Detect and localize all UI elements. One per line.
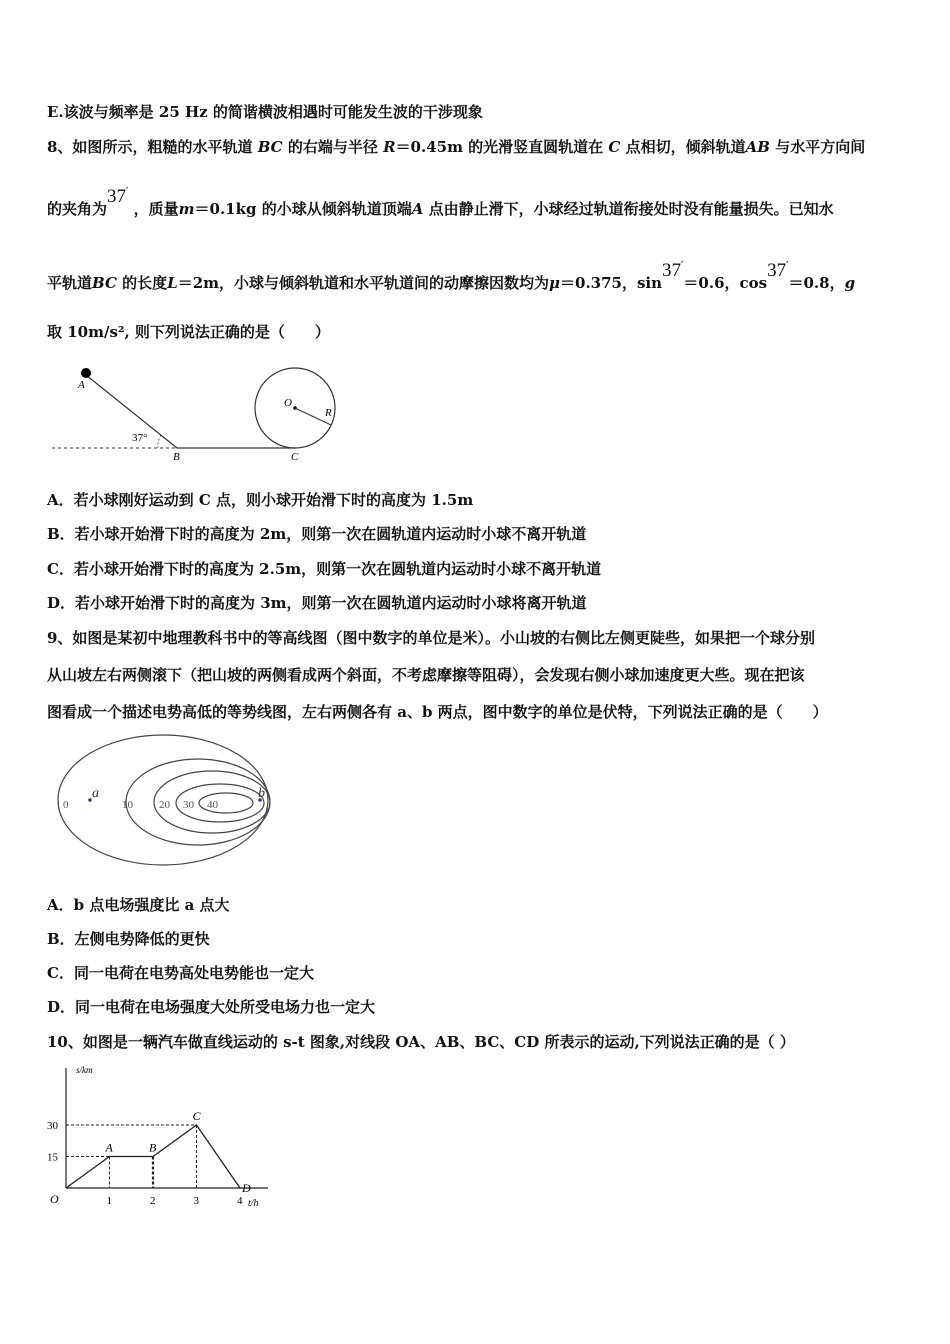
q8-text: 平轨道	[47, 274, 93, 292]
contour-label-20: 20	[159, 799, 170, 811]
q8-var: A	[411, 200, 424, 218]
label-r: R	[325, 407, 332, 419]
q10-line-1: 10、如图是一辆汽车做直线运动的 s-t 图象,对线段 OA、AB、BC、CD 所表示的运动,下列说法正确的是（ ）	[47, 1033, 795, 1051]
contour-label-0: 0	[63, 799, 69, 811]
x-tick-2: 2	[150, 1195, 156, 1207]
q8-option-c: C．若小球开始滑下时的高度为 2.5m，则第一次在圆轨道内运动时小球不离开轨道	[47, 560, 602, 578]
label-a: A	[78, 379, 85, 391]
angle-37: 37	[662, 260, 682, 281]
q8-text: 点相切，倾斜轨道	[625, 138, 746, 156]
point-label-A: A	[105, 1140, 113, 1155]
st-chart	[40, 1060, 280, 1212]
q8-var: μ	[549, 274, 561, 292]
label-b: B	[173, 451, 180, 463]
q8-text: ＝0.8，	[788, 274, 845, 292]
contour-label-30: 30	[183, 799, 194, 811]
q8-text: ＝0.6，cos	[683, 274, 768, 292]
contour-label-10: 10	[122, 799, 133, 811]
contour-figure	[48, 730, 278, 875]
label-b: b	[258, 786, 265, 801]
q8-text: 与水平方向间	[775, 138, 866, 156]
q8-line-2: 的夹角为37′ ，质量m＝0.1kg 的小球从倾斜轨道顶端A 点由静止滑下，小球经过轨道衔接处时没有能量损失。已知水	[47, 186, 834, 218]
tick-labels	[47, 1120, 243, 1207]
y-axis-label: s/km	[76, 1065, 93, 1075]
q8-line-1	[47, 137, 865, 157]
q8-text: ＝0.1kg 的小球从倾斜轨道顶端	[194, 200, 412, 218]
q9-option-c: C．同一电荷在电势高处电势能也一定大	[47, 964, 314, 982]
angle-37: 37	[767, 260, 787, 281]
q8-text: 8、如图所示，粗糙的水平轨道	[47, 138, 253, 156]
q8-option-a: A．若小球刚好运动到 C 点，则小球开始滑下时的高度为 1.5m	[47, 491, 474, 509]
q8-var: AB	[745, 138, 770, 156]
q9-line-3: 图看成一个描述电势高低的等势线图，左右两侧各有 a、b 两点，图中数字的单位是伏特，下列说法正确的是（ ）	[47, 703, 828, 721]
y-tick-15: 15	[47, 1151, 58, 1164]
q8-var: g	[844, 274, 856, 292]
label-c: C	[291, 451, 299, 463]
q8-text: ，质量	[133, 200, 179, 218]
q8-var: C	[608, 138, 621, 156]
q8-option-d: D．若小球开始滑下时的高度为 3m，则第一次在圆轨道内运动时小球将离开轨道	[47, 594, 587, 612]
q9-option-a: A．b 点电场强度比 a 点大	[47, 896, 230, 914]
label-angle: 37°	[132, 432, 148, 444]
angle-arc	[158, 435, 161, 448]
x-tick-4: 4	[237, 1195, 243, 1207]
ball	[81, 368, 91, 378]
q8-text: 的长度	[122, 274, 168, 292]
point-label-C: C	[192, 1109, 201, 1123]
q9-line-2: 从山坡左右两侧滚下（把山坡的两侧看成两个斜面，不考虑摩擦等阻碍），会发现右侧小球加速度更大些。现在把该	[47, 666, 805, 684]
q9-line-1: 9、如图是某初中地理教科书中的等高线图（图中数字的单位是米）。小山坡的右侧比左侧更陡些，如果把一个球分别	[47, 629, 815, 647]
y-tick-30: 30	[47, 1120, 58, 1132]
q8-text: 点由静止滑下，小球经过轨道衔接处时没有能量损失。已知水	[428, 200, 834, 218]
q8-option-b: B．若小球开始滑下时的高度为 2m，则第一次在圆轨道内运动时小球不离开轨道	[47, 525, 587, 543]
q8-text: ＝0.375，sin	[560, 274, 663, 292]
origin-label: O	[50, 1192, 59, 1206]
q8-line-3: 平轨道BC 的长度L＝2m，小球与倾斜轨道和水平轨道间的动摩擦因数均为μ＝0.375，sin37′＝0.6，cos37′＝0.8，g	[47, 260, 856, 292]
q8-text: 的夹角为	[47, 200, 108, 218]
q8-var: L	[167, 274, 178, 292]
x-axis-label: t/h	[248, 1198, 259, 1209]
contour-label-40: 40	[207, 799, 218, 811]
q8-text: 的右端与半径	[287, 138, 378, 156]
track-figure	[40, 360, 360, 470]
q9-option-d: D．同一电荷在电场强度大处所受电场力也一定大	[47, 998, 376, 1016]
x-tick-3: 3	[193, 1195, 199, 1207]
point-labels	[105, 1109, 252, 1195]
option-e-line: E.该波与频率是 25 Hz 的简谐横波相遇时可能发生波的干涉现象	[47, 103, 483, 121]
q8-var: m	[178, 200, 195, 218]
q9-option-b: B．左侧电势降低的更快	[47, 930, 210, 948]
q8-var: BC	[92, 274, 117, 292]
q8-line-4: 取 10m/s², 则下列说法正确的是（ ）	[47, 323, 330, 341]
q8-text: ＝2m，小球与倾斜轨道和水平轨道间的动摩擦因数均为	[177, 274, 550, 292]
x-tick-1: 1	[106, 1195, 112, 1207]
label-o: O	[284, 397, 292, 409]
label-a: a	[92, 786, 99, 801]
point-label-D: D	[242, 1181, 251, 1195]
q8-var: R	[383, 138, 396, 156]
q8-var: BC	[257, 138, 283, 156]
point-label-B: B	[149, 1140, 157, 1155]
q8-text: ＝0.45m 的光滑竖直圆轨道在	[395, 138, 604, 156]
angle-37: 37	[107, 186, 127, 207]
